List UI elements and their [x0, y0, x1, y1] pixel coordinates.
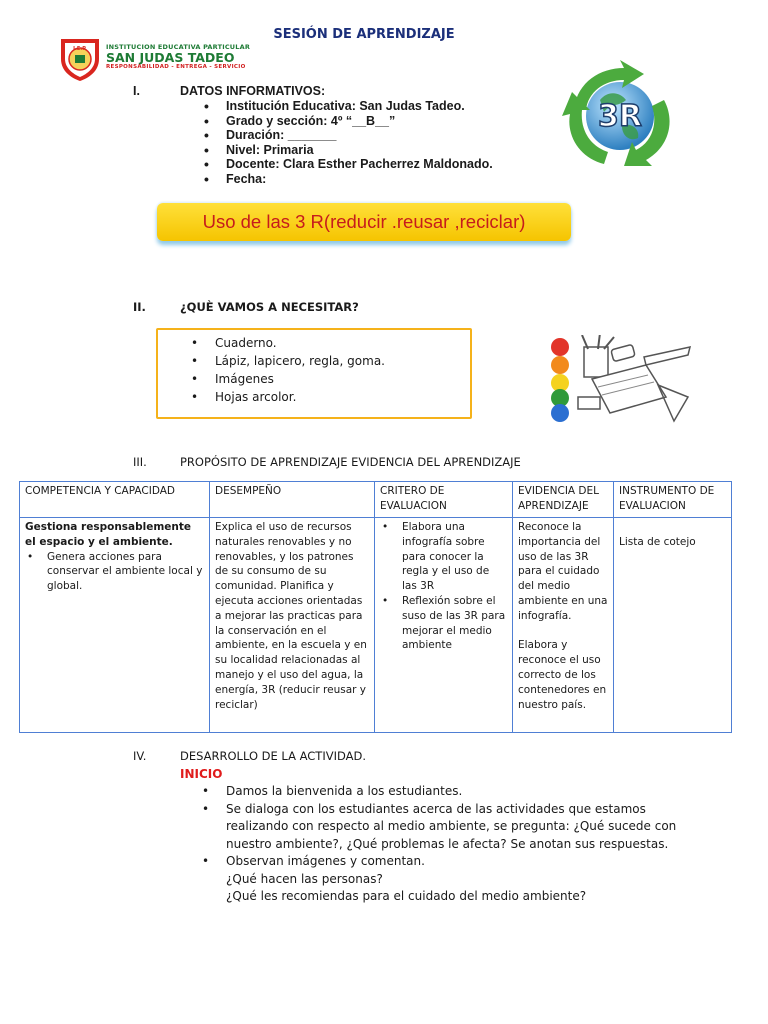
list-item: • Cuaderno.: [191, 334, 385, 352]
section-2-numeral: II.: [133, 300, 146, 314]
list-item: • Genera acciones para conservar el ambiente local y global.: [25, 550, 204, 594]
school-name-text: SAN JUDAS TADEO: [106, 50, 235, 65]
desempeno-cell: Explica el uso de recursos naturales renovables y no renovables, y los patrones de su consumo de su comunidad. Planifica y ejecuta acciones orientadas a mejorar las practicas para la conservación en el ambiente, en la escuela y en su localidad relacionadas al manejo y el uso del agua, la energía, 3R (reducir reusar y reciclar): [210, 518, 375, 733]
list-item: • Elabora una infografía sobre para conocer la regla y el uso de las 3R: [380, 520, 507, 594]
list-item: • Nivel: Primaria: [204, 143, 493, 158]
recycle-3r-label: 3R: [598, 99, 642, 134]
list-item: • Institución Educativa: San Judas Tadeo.: [204, 99, 493, 114]
section-1-title: DATOS INFORMATIVOS:: [180, 84, 326, 98]
capacidad-list: [25, 550, 204, 594]
criterio-list: [380, 520, 507, 653]
inicio-subheading: INICIO: [180, 767, 223, 781]
list-item: • Reflexión sobre el suso de las 3R para mejorar el medio ambiente: [380, 594, 507, 653]
materials-box: [156, 328, 472, 419]
instrumento-cell: [614, 518, 732, 733]
list-item: • Fecha:: [204, 172, 493, 187]
school-type-text: INSTITUCION EDUCATIVA PARTICULAR: [106, 43, 251, 51]
table-header-cell: COMPETENCIA Y CAPACIDAD: [20, 482, 210, 518]
materials-list: [191, 334, 385, 406]
list-item: • Damos la bienvenida a los estudiantes.: [202, 783, 682, 801]
list-item: [202, 853, 682, 906]
section-3-heading: [0, 455, 768, 471]
section-4-numeral: IV.: [133, 749, 147, 763]
section-3-title: PROPÓSITO DE APRENDIZAJE EVIDENCIA DEL APRENDIZAJE: [180, 455, 521, 469]
table-header-cell: EVIDENCIA DEL APRENDIZAJE: [513, 482, 614, 518]
list-item: • Lápiz, lapicero, regla, goma.: [191, 352, 385, 370]
school-motto-text: RESPONSABILIDAD - ENTREGA - SERVICIO: [106, 64, 246, 70]
recycle-icon: [560, 60, 680, 172]
table-row: [20, 518, 732, 733]
learning-purpose-table: [19, 481, 732, 733]
table-header-cell: INSTRUMENTO DE EVALUACION: [614, 482, 732, 518]
section-2-heading: [0, 300, 768, 316]
school-supplies-icon: [548, 335, 693, 425]
evidencia-cell: [513, 518, 614, 733]
section-2-title: ¿QUÈ VAMOS A NECESITAR?: [180, 300, 359, 314]
list-item: • Hojas arcolor.: [191, 388, 385, 406]
criterio-cell: [375, 518, 513, 733]
list-item: • Duración: _______: [204, 128, 493, 143]
section-3-numeral: III.: [133, 455, 147, 469]
section-1-numeral: I.: [133, 84, 140, 98]
list-item-text: • Observan imágenes y comentan.: [226, 854, 425, 868]
topic-banner: Uso de las 3 R(reducir .reusar ,reciclar): [157, 203, 571, 241]
evidencia-paragraph: Elabora y reconoce el uso correcto de los contenedores en nuestro país.: [518, 639, 607, 711]
school-supplies-image: [548, 335, 693, 425]
crest-seal-text: I.E.P.: [73, 46, 87, 52]
table-header-cell: CRITERO DE EVALUACION: [375, 482, 513, 518]
list-item: • Imágenes: [191, 370, 385, 388]
competencia-cell: [20, 518, 210, 733]
list-item: • Se dialoga con los estudiantes acerca de las actividades que estamos realizando con respecto al medio ambiente, se pregunta: ¿Qué sucede con nuestro ambiente?, ¿Qué problemas le afecta? Se anotan sus respuestas.: [202, 801, 682, 854]
question-text: ¿Qué hacen las personas?: [226, 871, 383, 886]
list-item: • Docente: Clara Esther Pacherrez Maldonado.: [204, 157, 493, 172]
instrumento-text: Lista de cotejo: [619, 535, 696, 548]
datos-informativos-list: [204, 99, 493, 186]
question-text: ¿Qué les recomiendas para el cuidado del medio ambiente?: [226, 889, 587, 903]
recycle-3r-image: [560, 60, 680, 172]
section-4-title: DESARROLLO DE LA ACTIVIDAD.: [180, 749, 367, 763]
evidencia-paragraph: Reconoce la importancia del uso de las 3R para el cuidado del medio ambiente en una infografía.: [518, 521, 608, 622]
table-header-cell: DESEMPEÑO: [210, 482, 375, 518]
school-name-block: [106, 43, 250, 70]
table-header-row: [20, 482, 732, 518]
section-4-heading: [0, 749, 768, 765]
school-crest-icon: [55, 33, 105, 83]
page-title: SESIÓN DE APRENDIZAJE: [273, 27, 455, 42]
activity-list: [202, 783, 682, 906]
list-item: • Grado y sección: 4º “__B__”: [204, 114, 493, 129]
competencia-title: Gestiona responsablemente el espacio y el ambiente.: [25, 521, 192, 548]
